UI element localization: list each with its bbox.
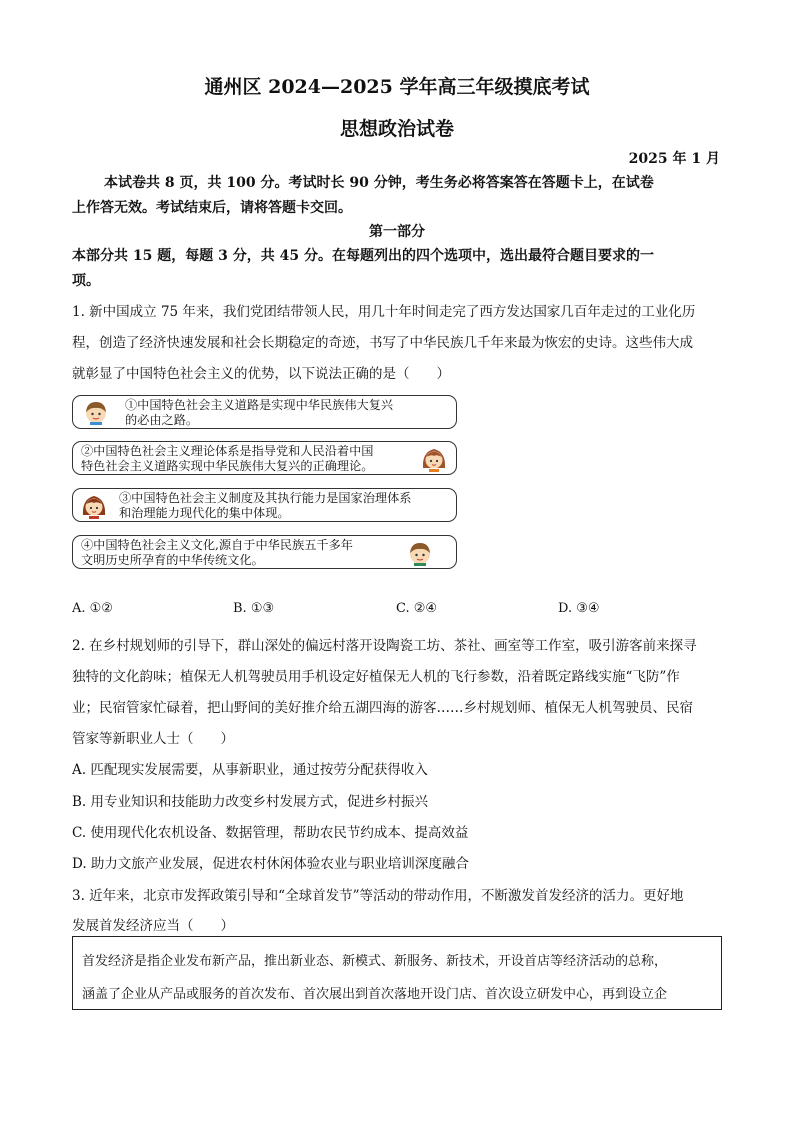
q2-stem-line-1: 2. 在乡村规划师的引导下，群山深处的偏远村落开设陶瓷工坊、茶社、画室等工作室，吸引游客前来探寻: [72, 638, 697, 654]
q1-statement-1: [72, 395, 457, 429]
exam-title: 通州区 2024—2025 学年高三年级摸底考试: [204, 76, 590, 98]
q1-option-d: D. ③④: [558, 601, 600, 616]
exam-subtitle: 思想政治试卷: [339, 118, 454, 140]
boy-avatar-icon: [407, 540, 433, 566]
q1-stem-line-2: 程，创造了经济快速发展和社会长期稳定的奇迹，书写了中华民族几千年来最为恢宏的史诗。这些伟大成: [72, 335, 693, 351]
q1-statement-3-line-1: ③中国特色社会主义制度及其执行能力是国家治理体系: [119, 491, 412, 505]
q1-option-a: A. ①②: [72, 601, 113, 616]
boy-avatar-icon: [83, 399, 109, 425]
q2-stem-line-2: 独特的文化韵味；植保无人机驾驶员用手机设定好植保无人机的飞行参数，沿着既定路线实施“飞防”作: [72, 669, 680, 685]
q1-statement-2-line-1: ②中国特色社会主义理论体系是指导党和人民沿着中国: [81, 444, 374, 458]
q3-material-box: [72, 936, 722, 1010]
q1-statement-2: [72, 441, 457, 475]
q1-stem-line-3: 就彰显了中国特色社会主义的优势，以下说法正确的是（ ）: [72, 366, 450, 382]
q3-material-line-2: 涵盖了企业从产品或服务的首次发布、首次展出到首次落地开设门店、首次设立研发中心，再到设立企: [82, 987, 668, 1002]
q2-option-a: A. 匹配现实发展需要，从事新职业，通过按劳分配获得收入: [72, 762, 428, 778]
part-description-2: 项。: [72, 273, 100, 289]
q1-statement-2-line-2: 特色社会主义道路实现中华民族伟大复兴的正确理论。: [81, 459, 374, 473]
q1-stem-line-1: 1. 新中国成立 75 年来，我们党团结带领人民，用几十年时间走完了西方发达国家几百年走过的工业化历: [72, 304, 696, 320]
q1-statement-4-line-1: ④中国特色社会主义文化,源自于中华民族五千多年: [81, 538, 353, 552]
q1-option-c: C. ②④: [396, 601, 438, 616]
q3-material-line-1: 首发经济是指企业发布新产品，推出新业态、新模式、新服务、新技术，开设首店等经济活动的总称，: [82, 954, 668, 969]
q1-statement-3-line-2: 和治理能力现代化的集中体现。: [119, 506, 290, 520]
q1-statement-1-line-2: 的必由之路。: [125, 413, 199, 427]
instructions-line-2: 上作答无效。考试结束后，请将答题卡交回。: [72, 200, 352, 216]
q3-stem-line-1: 3. 近年来，北京市发挥政策引导和“全球首发节”等活动的带动作用，不断激发首发经济的活力。更好地: [72, 888, 684, 904]
q1-option-b: B. ①③: [233, 601, 275, 616]
q1-statement-4: [72, 535, 457, 569]
q2-stem-line-4: 管家等新职业人士（ ）: [72, 731, 234, 747]
girl-avatar-icon: [421, 446, 447, 472]
exam-date: 2025 年 1 月: [628, 151, 720, 167]
q1-statement-4-line-2: 文明历史所孕育的中华传统文化。: [81, 553, 264, 567]
q2-stem-line-3: 业；民宿管家忙碌着，把山野间的美好推介给五湖四海的游客……乡村规划师、植保无人机驾驶员、民宿: [72, 700, 693, 716]
part-title: 第一部分: [369, 224, 425, 240]
q1-statement-1-line-1: ①中国特色社会主义道路是实现中华民族伟大复兴: [125, 398, 394, 412]
instructions-line-1: 本试卷共 8 页，共 100 分。考试时长 90 分钟，考生务必将答案答在答题卡上，在试卷: [104, 175, 654, 191]
q2-option-c: C. 使用现代化农机设备、数据管理，帮助农民节约成本、提高效益: [72, 825, 469, 841]
part-description-1: 本部分共 15 题，每题 3 分，共 45 分。在每题列出的四个选项中，选出最符合题目要求的一: [72, 248, 654, 264]
q1-statement-3: [72, 488, 457, 522]
q3-stem-line-2: 发展首发经济应当（ ）: [72, 918, 234, 934]
q2-option-d: D. 助力文旅产业发展，促进农村休闲体验农业与职业培训深度融合: [72, 856, 469, 872]
q2-option-b: B. 用专业知识和技能助力改变乡村发展方式，促进乡村振兴: [72, 794, 429, 810]
girl-avatar-icon: [81, 493, 107, 519]
